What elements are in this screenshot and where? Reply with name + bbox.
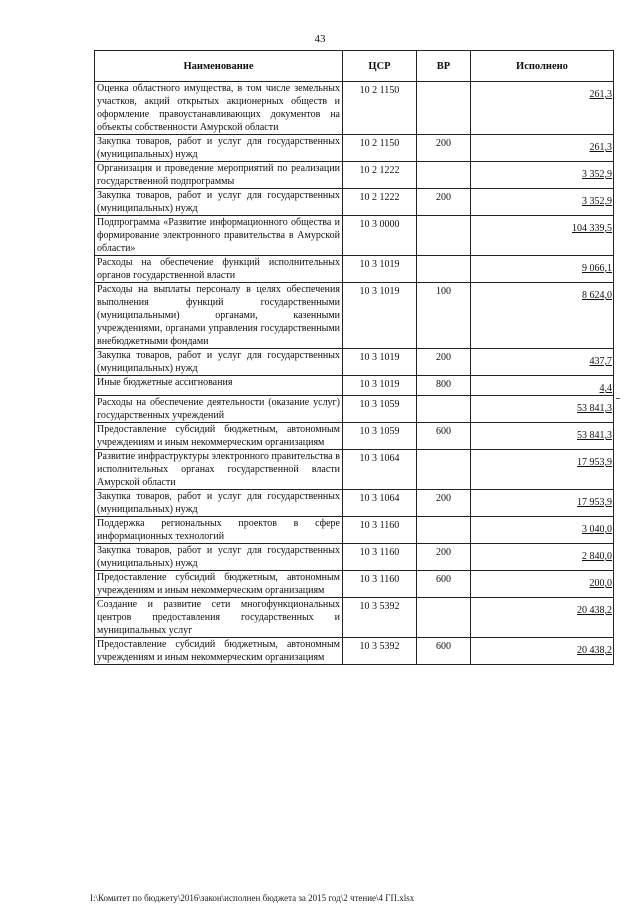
cell-vr-value: 600: [436, 426, 451, 437]
cell-csr: [343, 396, 417, 423]
cell-vr: [417, 283, 471, 349]
table-row: [95, 544, 614, 571]
cell-name: Расходы на обеспечение функций исполнительных органов государственной власти: [95, 256, 343, 283]
cell-executed: [471, 82, 614, 135]
cell-csr: [343, 349, 417, 376]
cell-vr: [417, 82, 471, 135]
cell-csr-value: 10 3 1019: [359, 379, 400, 390]
cell-name: Предоставление субсидий бюджетным, автономным учреждениям и иным некоммерческим организациям: [95, 638, 343, 665]
cell-vr: [417, 216, 471, 256]
cell-name: Подпрограмма «Развитие информационного общества и формирование электронного правительства в Амурской области»: [95, 216, 343, 256]
cell-csr-value: 10 3 1064: [359, 493, 400, 504]
table-row: [95, 216, 614, 256]
cell-executed-value: 8 624,0: [582, 290, 612, 301]
cell-vr-value: 200: [436, 493, 451, 504]
cell-csr-value: 10 3 1059: [359, 399, 400, 410]
cell-name: Закупка товаров, работ и услуг для государственных (муниципальных) нужд: [95, 135, 343, 162]
cell-name: Закупка товаров, работ и услуг для государственных (муниципальных) нужд: [95, 490, 343, 517]
cell-vr: [417, 490, 471, 517]
cell-executed-value: 104 339,5: [572, 223, 612, 234]
cell-csr: [343, 450, 417, 490]
column-header-csr: ЦСР: [343, 51, 417, 82]
cell-executed: [471, 423, 614, 450]
cell-name: Расходы на выплаты персоналу в целях обеспечения выполнения функций государственными (муниципальными) органами, казенными учреждениями, органами управления государственными внебюджетными фондами: [95, 283, 343, 349]
cell-executed: [471, 396, 614, 423]
table-row: [95, 396, 614, 423]
cell-executed-value: 20 438,2: [577, 645, 612, 656]
table-row: [95, 135, 614, 162]
table-body: [95, 82, 614, 665]
cell-executed: [471, 256, 614, 283]
cell-vr: [417, 162, 471, 189]
table-row: [95, 162, 614, 189]
cell-csr: [343, 423, 417, 450]
cell-vr-value: 100: [436, 286, 451, 297]
cell-vr-value: 200: [436, 547, 451, 558]
cell-name: Расходы на обеспечение деятельности (оказание услуг) государственных учреждений: [95, 396, 343, 423]
cell-csr: [343, 598, 417, 638]
table-header-row: [95, 51, 614, 82]
cell-csr: [343, 162, 417, 189]
cell-csr: [343, 189, 417, 216]
table-row: [95, 450, 614, 490]
cell-name: Оценка областного имущества, в том числе земельных участков, акций открытых акционерных обществ и оформление правоустанавливающих документов на объекты собственности Амурской области: [95, 82, 343, 135]
cell-name: Создание и развитие сети многофункциональных центров предоставления государственных и муниципальных услуг: [95, 598, 343, 638]
cell-vr: [417, 135, 471, 162]
cell-csr-value: 10 3 1160: [359, 547, 400, 558]
cell-csr-value: 10 3 1019: [359, 286, 400, 297]
cell-executed-value: 17 953,9: [577, 497, 612, 508]
cell-executed-value: 53 841,3: [577, 403, 612, 414]
table-row: [95, 82, 614, 135]
cell-csr: [343, 544, 417, 571]
cell-executed-value: 20 438,2: [577, 605, 612, 616]
cell-executed: [471, 135, 614, 162]
column-header-name: Наименование: [95, 51, 343, 82]
cell-csr-value: 10 3 1059: [359, 426, 400, 437]
cell-vr: [417, 423, 471, 450]
table-row: [95, 283, 614, 349]
cell-executed: [471, 490, 614, 517]
cell-executed: [471, 216, 614, 256]
cell-name: Организация и проведение мероприятий по реализации государственной подпрограммы: [95, 162, 343, 189]
cell-csr-value: 10 2 1222: [359, 192, 400, 203]
cell-executed-value: 9 066,1: [582, 263, 612, 274]
cell-csr-value: 10 3 1064: [359, 453, 400, 464]
cell-executed: [471, 189, 614, 216]
cell-csr: [343, 216, 417, 256]
cell-csr-value: 10 3 0000: [359, 219, 400, 230]
cell-csr: [343, 638, 417, 665]
cell-name: Закупка товаров, работ и услуг для государственных (муниципальных) нужд: [95, 544, 343, 571]
cell-csr-value: 10 2 1150: [359, 138, 400, 149]
cell-name: Закупка товаров, работ и услуг для государственных (муниципальных) нужд: [95, 189, 343, 216]
table-row: [95, 423, 614, 450]
cell-csr: [343, 283, 417, 349]
cell-executed-value: 3 040,0: [582, 524, 612, 535]
cell-csr: [343, 82, 417, 135]
cell-vr: [417, 396, 471, 423]
cell-executed-value: 53 841,3: [577, 430, 612, 441]
cell-csr-value: 10 3 5392: [359, 641, 400, 652]
cell-csr-value: 10 3 1019: [359, 259, 400, 270]
cell-executed: [471, 162, 614, 189]
footer-file-path: I:\Комитет по бюджету\2016\закон\исполнен бюджета за 2015 год\2 чтение\4 ГП.xlsx: [90, 893, 415, 903]
cell-name: Иные бюджетные ассигнования: [95, 376, 343, 396]
table-row: [95, 598, 614, 638]
cell-executed-value: 3 352,9: [582, 169, 612, 180]
table-row: [95, 376, 614, 396]
cell-vr: [417, 544, 471, 571]
cell-executed: [471, 283, 614, 349]
cell-csr: [343, 571, 417, 598]
cell-csr-value: 10 2 1222: [359, 165, 400, 176]
cell-csr-value: 10 3 1160: [359, 574, 400, 585]
cell-vr: [417, 256, 471, 283]
cell-executed-value: 3 352,9: [582, 196, 612, 207]
cell-name: Закупка товаров, работ и услуг для государственных (муниципальных) нужд: [95, 349, 343, 376]
table-row: [95, 490, 614, 517]
column-header-vr: ВР: [417, 51, 471, 82]
cell-vr: [417, 189, 471, 216]
cell-csr-value: 10 3 1019: [359, 352, 400, 363]
cell-csr-value: 10 3 5392: [359, 601, 400, 612]
cell-csr: [343, 517, 417, 544]
margin-mark: [616, 398, 620, 399]
cell-name: Поддержка региональных проектов в сфере информационных технологий: [95, 517, 343, 544]
cell-executed-value: 437,7: [589, 356, 612, 367]
cell-name: Предоставление субсидий бюджетным, автономным учреждениям и иным некоммерческим организациям: [95, 571, 343, 598]
cell-executed: [471, 544, 614, 571]
cell-vr-value: 200: [436, 192, 451, 203]
cell-executed-value: 17 953,9: [577, 457, 612, 468]
cell-executed-value: 4,4: [599, 383, 612, 394]
table-row: [95, 638, 614, 665]
cell-vr: [417, 571, 471, 598]
cell-executed: [471, 450, 614, 490]
cell-executed: [471, 638, 614, 665]
cell-vr-value: 600: [436, 641, 451, 652]
column-header-executed: Исполнено: [471, 51, 614, 82]
cell-csr: [343, 135, 417, 162]
cell-vr: [417, 349, 471, 376]
table-row: [95, 349, 614, 376]
cell-executed: [471, 349, 614, 376]
cell-executed: [471, 517, 614, 544]
cell-executed: [471, 571, 614, 598]
cell-name: Предоставление субсидий бюджетным, автономным учреждениям и иным некоммерческим организациям: [95, 423, 343, 450]
cell-vr: [417, 598, 471, 638]
cell-csr: [343, 376, 417, 396]
table-row: [95, 189, 614, 216]
cell-executed-value: 2 840,0: [582, 551, 612, 562]
cell-vr: [417, 517, 471, 544]
cell-vr-value: 600: [436, 574, 451, 585]
cell-name: Развитие инфраструктуры электронного правительства в исполнительных органах государственной власти Амурской области: [95, 450, 343, 490]
cell-executed-value: 261,3: [589, 89, 612, 100]
cell-csr-value: 10 2 1150: [359, 85, 400, 96]
cell-vr-value: 800: [436, 379, 451, 390]
table-row: [95, 517, 614, 544]
cell-csr-value: 10 3 1160: [359, 520, 400, 531]
cell-executed-value: 261,3: [589, 142, 612, 153]
table-row: [95, 571, 614, 598]
cell-executed-value: 200,0: [589, 578, 612, 589]
table-row: [95, 256, 614, 283]
cell-vr: [417, 638, 471, 665]
cell-vr: [417, 376, 471, 396]
cell-csr: [343, 256, 417, 283]
budget-execution-table: [94, 50, 614, 665]
cell-vr: [417, 450, 471, 490]
page-number: 43: [314, 33, 326, 45]
cell-executed: [471, 598, 614, 638]
cell-csr: [343, 490, 417, 517]
cell-vr-value: 200: [436, 138, 451, 149]
cell-executed: [471, 376, 614, 396]
cell-vr-value: 200: [436, 352, 451, 363]
